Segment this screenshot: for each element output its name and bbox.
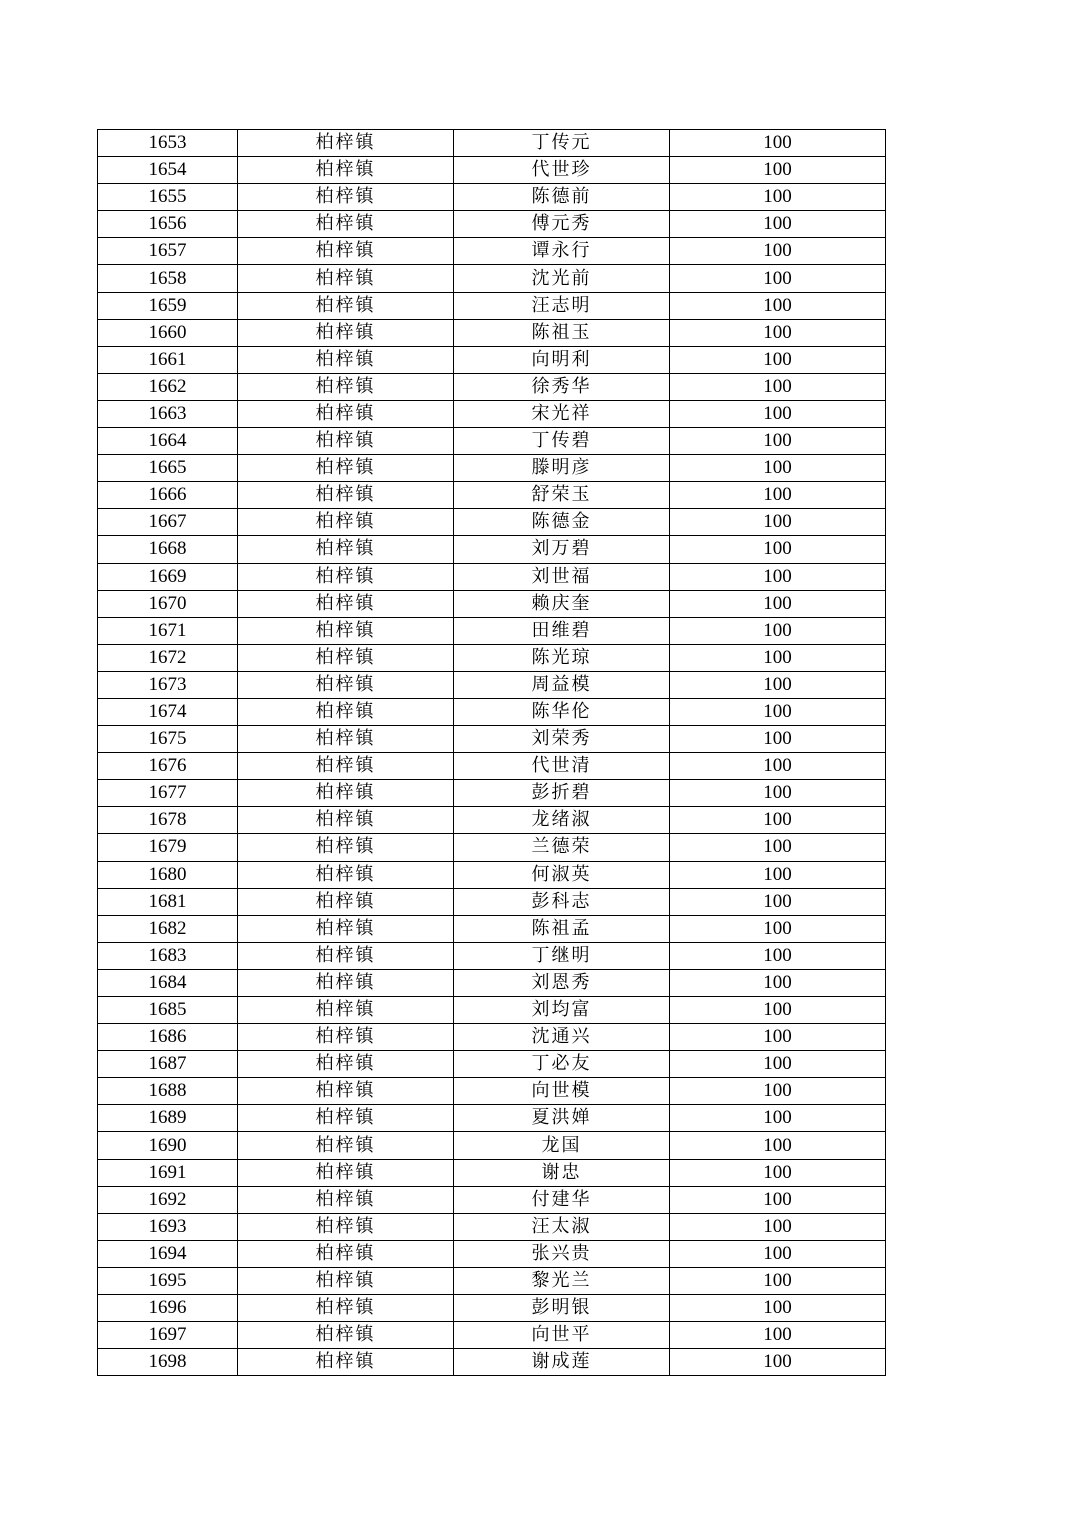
cell-amount: 100 (670, 1295, 886, 1322)
cell-amount: 100 (670, 292, 886, 319)
cell-town: 柏梓镇 (238, 617, 454, 644)
table-row (98, 942, 886, 969)
cell-town: 柏梓镇 (238, 455, 454, 482)
cell-amount: 100 (670, 997, 886, 1024)
cell-town: 柏梓镇 (238, 671, 454, 698)
cell-id: 1660 (98, 319, 238, 346)
cell-name: 夏洪婵 (454, 1105, 670, 1132)
cell-amount: 100 (670, 1024, 886, 1051)
table-row (98, 915, 886, 942)
cell-amount: 100 (670, 969, 886, 996)
cell-name: 谢成莲 (454, 1349, 670, 1376)
table-row (98, 1132, 886, 1159)
table-row (98, 211, 886, 238)
cell-id: 1659 (98, 292, 238, 319)
cell-amount: 100 (670, 536, 886, 563)
cell-amount: 100 (670, 1322, 886, 1349)
table-row (98, 157, 886, 184)
cell-name: 向世模 (454, 1078, 670, 1105)
table-body (98, 130, 886, 1376)
cell-id: 1686 (98, 1024, 238, 1051)
cell-amount: 100 (670, 1213, 886, 1240)
cell-name: 谢忠 (454, 1159, 670, 1186)
cell-name: 刘荣秀 (454, 726, 670, 753)
cell-amount: 100 (670, 1105, 886, 1132)
cell-name: 彭科志 (454, 888, 670, 915)
cell-id: 1698 (98, 1349, 238, 1376)
cell-town: 柏梓镇 (238, 1105, 454, 1132)
cell-town: 柏梓镇 (238, 888, 454, 915)
cell-amount: 100 (670, 319, 886, 346)
cell-amount: 100 (670, 373, 886, 400)
cell-amount: 100 (670, 482, 886, 509)
cell-name: 丁传元 (454, 130, 670, 157)
cell-name: 兰德荣 (454, 834, 670, 861)
cell-town: 柏梓镇 (238, 753, 454, 780)
cell-town: 柏梓镇 (238, 319, 454, 346)
cell-town: 柏梓镇 (238, 1213, 454, 1240)
cell-town: 柏梓镇 (238, 942, 454, 969)
cell-id: 1694 (98, 1240, 238, 1267)
cell-town: 柏梓镇 (238, 590, 454, 617)
cell-amount: 100 (670, 834, 886, 861)
cell-id: 1661 (98, 346, 238, 373)
cell-name: 陈祖孟 (454, 915, 670, 942)
cell-town: 柏梓镇 (238, 861, 454, 888)
cell-id: 1653 (98, 130, 238, 157)
table-row (98, 536, 886, 563)
cell-amount: 100 (670, 1240, 886, 1267)
cell-id: 1666 (98, 482, 238, 509)
table-row (98, 1295, 886, 1322)
cell-name: 何淑英 (454, 861, 670, 888)
cell-town: 柏梓镇 (238, 807, 454, 834)
cell-amount: 100 (670, 563, 886, 590)
table-row (98, 1240, 886, 1267)
cell-name: 沈通兴 (454, 1024, 670, 1051)
cell-name: 陈祖玉 (454, 319, 670, 346)
table-row (98, 400, 886, 427)
cell-name: 陈德金 (454, 509, 670, 536)
cell-id: 1692 (98, 1186, 238, 1213)
cell-id: 1664 (98, 428, 238, 455)
cell-id: 1657 (98, 238, 238, 265)
cell-id: 1697 (98, 1322, 238, 1349)
cell-amount: 100 (670, 509, 886, 536)
cell-id: 1654 (98, 157, 238, 184)
cell-id: 1681 (98, 888, 238, 915)
table-row (98, 346, 886, 373)
cell-town: 柏梓镇 (238, 969, 454, 996)
cell-amount: 100 (670, 1159, 886, 1186)
cell-town: 柏梓镇 (238, 915, 454, 942)
table-row (98, 861, 886, 888)
table-row (98, 373, 886, 400)
cell-id: 1673 (98, 671, 238, 698)
cell-name: 彭折碧 (454, 780, 670, 807)
table-row (98, 726, 886, 753)
cell-id: 1679 (98, 834, 238, 861)
table-row (98, 1267, 886, 1294)
table-row (98, 319, 886, 346)
cell-name: 刘世福 (454, 563, 670, 590)
cell-town: 柏梓镇 (238, 1132, 454, 1159)
cell-amount: 100 (670, 1132, 886, 1159)
cell-amount: 100 (670, 617, 886, 644)
table-row (98, 1186, 886, 1213)
cell-name: 宋光祥 (454, 400, 670, 427)
cell-town: 柏梓镇 (238, 211, 454, 238)
cell-name: 付建华 (454, 1186, 670, 1213)
cell-id: 1695 (98, 1267, 238, 1294)
cell-amount: 100 (670, 1267, 886, 1294)
cell-name: 汪志明 (454, 292, 670, 319)
cell-amount: 100 (670, 400, 886, 427)
cell-amount: 100 (670, 428, 886, 455)
cell-amount: 100 (670, 157, 886, 184)
cell-town: 柏梓镇 (238, 726, 454, 753)
table-row (98, 834, 886, 861)
cell-id: 1670 (98, 590, 238, 617)
table-row (98, 671, 886, 698)
cell-town: 柏梓镇 (238, 1322, 454, 1349)
cell-town: 柏梓镇 (238, 184, 454, 211)
table-row (98, 1078, 886, 1105)
cell-town: 柏梓镇 (238, 780, 454, 807)
cell-name: 向明利 (454, 346, 670, 373)
cell-town: 柏梓镇 (238, 509, 454, 536)
cell-amount: 100 (670, 346, 886, 373)
cell-name: 汪太淑 (454, 1213, 670, 1240)
table-row (98, 698, 886, 725)
cell-name: 代世清 (454, 753, 670, 780)
cell-id: 1677 (98, 780, 238, 807)
table-row (98, 997, 886, 1024)
cell-id: 1688 (98, 1078, 238, 1105)
table-row (98, 428, 886, 455)
cell-name: 谭永行 (454, 238, 670, 265)
cell-town: 柏梓镇 (238, 536, 454, 563)
cell-amount: 100 (670, 671, 886, 698)
data-table (97, 129, 886, 1376)
cell-name: 田维碧 (454, 617, 670, 644)
cell-id: 1696 (98, 1295, 238, 1322)
cell-amount: 100 (670, 1349, 886, 1376)
cell-name: 滕明彦 (454, 455, 670, 482)
table-row (98, 1051, 886, 1078)
cell-id: 1667 (98, 509, 238, 536)
cell-town: 柏梓镇 (238, 1186, 454, 1213)
cell-town: 柏梓镇 (238, 698, 454, 725)
cell-amount: 100 (670, 1078, 886, 1105)
cell-id: 1682 (98, 915, 238, 942)
table-row (98, 509, 886, 536)
cell-amount: 100 (670, 698, 886, 725)
cell-name: 徐秀华 (454, 373, 670, 400)
cell-town: 柏梓镇 (238, 1078, 454, 1105)
cell-name: 陈华伦 (454, 698, 670, 725)
cell-id: 1687 (98, 1051, 238, 1078)
cell-amount: 100 (670, 211, 886, 238)
cell-name: 舒荣玉 (454, 482, 670, 509)
cell-town: 柏梓镇 (238, 997, 454, 1024)
table-row (98, 644, 886, 671)
cell-amount: 100 (670, 590, 886, 617)
cell-town: 柏梓镇 (238, 428, 454, 455)
cell-name: 张兴贵 (454, 1240, 670, 1267)
cell-town: 柏梓镇 (238, 1159, 454, 1186)
cell-town: 柏梓镇 (238, 644, 454, 671)
table-row (98, 1024, 886, 1051)
cell-id: 1674 (98, 698, 238, 725)
cell-town: 柏梓镇 (238, 834, 454, 861)
cell-town: 柏梓镇 (238, 400, 454, 427)
cell-id: 1691 (98, 1159, 238, 1186)
table-row (98, 1213, 886, 1240)
cell-id: 1658 (98, 265, 238, 292)
cell-amount: 100 (670, 455, 886, 482)
table-row (98, 482, 886, 509)
table-row (98, 238, 886, 265)
cell-id: 1663 (98, 400, 238, 427)
cell-town: 柏梓镇 (238, 482, 454, 509)
cell-id: 1684 (98, 969, 238, 996)
cell-amount: 100 (670, 130, 886, 157)
cell-name: 彭明银 (454, 1295, 670, 1322)
cell-id: 1671 (98, 617, 238, 644)
cell-name: 丁传碧 (454, 428, 670, 455)
cell-id: 1683 (98, 942, 238, 969)
cell-amount: 100 (670, 753, 886, 780)
cell-id: 1669 (98, 563, 238, 590)
cell-id: 1690 (98, 1132, 238, 1159)
cell-name: 丁继明 (454, 942, 670, 969)
table-row (98, 753, 886, 780)
cell-town: 柏梓镇 (238, 1349, 454, 1376)
cell-name: 代世珍 (454, 157, 670, 184)
cell-id: 1680 (98, 861, 238, 888)
table-row (98, 130, 886, 157)
cell-name: 傅元秀 (454, 211, 670, 238)
cell-id: 1693 (98, 1213, 238, 1240)
cell-name: 龙国 (454, 1132, 670, 1159)
cell-town: 柏梓镇 (238, 157, 454, 184)
cell-name: 陈德前 (454, 184, 670, 211)
cell-town: 柏梓镇 (238, 1051, 454, 1078)
cell-town: 柏梓镇 (238, 292, 454, 319)
cell-town: 柏梓镇 (238, 1024, 454, 1051)
cell-name: 刘均富 (454, 997, 670, 1024)
table-row (98, 1159, 886, 1186)
cell-id: 1672 (98, 644, 238, 671)
table-row (98, 1105, 886, 1132)
cell-id: 1665 (98, 455, 238, 482)
cell-town: 柏梓镇 (238, 373, 454, 400)
cell-id: 1685 (98, 997, 238, 1024)
cell-name: 陈光琼 (454, 644, 670, 671)
cell-name: 沈光前 (454, 265, 670, 292)
cell-town: 柏梓镇 (238, 1240, 454, 1267)
cell-id: 1689 (98, 1105, 238, 1132)
cell-id: 1678 (98, 807, 238, 834)
table-row (98, 807, 886, 834)
table-row (98, 969, 886, 996)
cell-amount: 100 (670, 807, 886, 834)
cell-town: 柏梓镇 (238, 130, 454, 157)
cell-amount: 100 (670, 726, 886, 753)
cell-name: 丁必友 (454, 1051, 670, 1078)
cell-id: 1662 (98, 373, 238, 400)
table-row (98, 563, 886, 590)
table-row (98, 265, 886, 292)
cell-amount: 100 (670, 942, 886, 969)
cell-name: 向世平 (454, 1322, 670, 1349)
table-row (98, 780, 886, 807)
cell-amount: 100 (670, 184, 886, 211)
table-row (98, 617, 886, 644)
cell-town: 柏梓镇 (238, 1295, 454, 1322)
cell-name: 周益模 (454, 671, 670, 698)
table-row (98, 292, 886, 319)
table-row (98, 590, 886, 617)
cell-town: 柏梓镇 (238, 265, 454, 292)
cell-amount: 100 (670, 1186, 886, 1213)
cell-name: 刘万碧 (454, 536, 670, 563)
cell-id: 1655 (98, 184, 238, 211)
cell-amount: 100 (670, 861, 886, 888)
table-row (98, 1322, 886, 1349)
cell-town: 柏梓镇 (238, 346, 454, 373)
cell-amount: 100 (670, 780, 886, 807)
cell-amount: 100 (670, 1051, 886, 1078)
cell-amount: 100 (670, 915, 886, 942)
cell-amount: 100 (670, 265, 886, 292)
cell-town: 柏梓镇 (238, 238, 454, 265)
cell-id: 1668 (98, 536, 238, 563)
table-row (98, 1349, 886, 1376)
cell-town: 柏梓镇 (238, 1267, 454, 1294)
cell-town: 柏梓镇 (238, 563, 454, 590)
cell-name: 龙绪淑 (454, 807, 670, 834)
cell-id: 1675 (98, 726, 238, 753)
table-row (98, 184, 886, 211)
cell-name: 黎光兰 (454, 1267, 670, 1294)
cell-amount: 100 (670, 644, 886, 671)
cell-amount: 100 (670, 888, 886, 915)
table-row (98, 888, 886, 915)
cell-id: 1676 (98, 753, 238, 780)
cell-amount: 100 (670, 238, 886, 265)
cell-name: 刘恩秀 (454, 969, 670, 996)
table-row (98, 455, 886, 482)
cell-name: 赖庆奎 (454, 590, 670, 617)
cell-id: 1656 (98, 211, 238, 238)
